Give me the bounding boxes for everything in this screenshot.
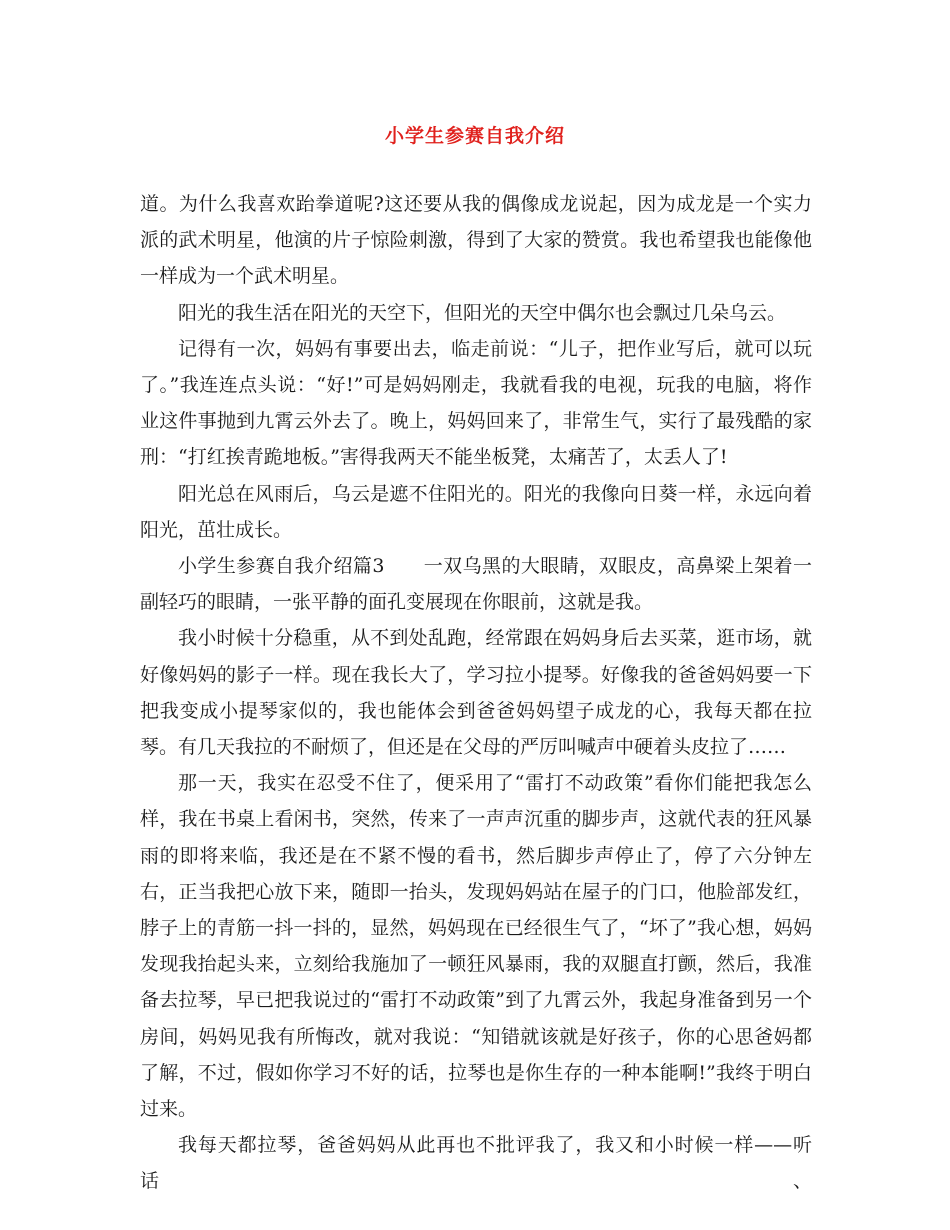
paragraph-8: 我每天都拉琴，爸爸妈妈从此再也不批评我了，我又和小时候一样——听话、 <box>140 1134 812 1193</box>
paragraph-7: 那一天，我实在忍受不住了，便采用了“雷打不动政策”看你们能把我怎么样，我在书桌上看闲书，突然，传来了一声声沉重的脚步声，这就代表的狂风暴雨的即将来临，我还是在不紧不慢的看书，然后脚步声停止了，停了六分钟左右，正当我把心放下来，随即一抬头，发现妈妈站在屋子的门口，他脸部发红，脖子上的青筋一抖一抖的，显然，妈妈现在已经很生气了，“坏了”我心想，妈妈发现我抬起头来，立刻给我施加了一顿狂风暴雨，我的双腿直打颤，然后，我准备去拉琴，早已把我说过的“雷打不动政策”到了九霄云外，我起身准备到另一个房间，妈妈见我有所悔改，就对我说：“知错就该就是好孩子，你的心思爸妈都了解，不过，假如你学习不好的话，拉琴也是你生存的一种本能啊!”我终于明白过来。 <box>140 772 812 1121</box>
paragraph-2: 阳光的我生活在阳光的天空下，但阳光的天空中偶尔也会飘过几朵乌云。 <box>178 301 787 324</box>
paragraph-6: 我小时候十分稳重，从不到处乱跑，经常跟在妈妈身后去买菜，逛市场，就好像妈妈的影子一样。现在我长大了，学习拉小提琴。好像我的爸爸妈妈要一下把我变成小提琴家似的，我也能体会到爸爸妈妈望子成龙的心，我每天都在拉琴。有几天我拉的不耐烦了，但还是在父母的严厉叫喊声中硬着头皮拉了…… <box>140 627 812 759</box>
paragraph-3: 记得有一次，妈妈有事要出去，临走前说：“儿子，把作业写后，就可以玩了。”我连连点头说：“好!”可是妈妈刚走，我就看我的电视，玩我的电脑，将作业这件事抛到九霄云外去了。晚上，妈妈回来了，非常生气，实行了最残酷的家刑：“打红挨青跪地板。”害得我两天不能坐板凳，太痛苦了，太丢人了! <box>140 337 812 469</box>
paragraph-1: 道。为什么我喜欢跆拳道呢?这还要从我的偶像成龙说起，因为成龙是一个实力派的武术明星，他演的片子惊险刺激，得到了大家的赞赏。我也希望我也能像他一样成为一个武术明星。 <box>140 193 812 288</box>
paragraph-5: 小学生参赛自我介绍篇3 一双乌黑的大眼睛，双眼皮，高鼻梁上架着一副轻巧的眼睛，一张平静的面孔变展现在你眼前，这就是我。 <box>140 555 812 614</box>
document-body <box>140 186 812 1200</box>
paragraph-4: 阳光总在风雨后，乌云是遮不住阳光的。阳光的我像向日葵一样，永远向着阳光，茁壮成长。 <box>140 482 812 541</box>
document-title: 小学生参赛自我介绍 <box>384 125 565 147</box>
